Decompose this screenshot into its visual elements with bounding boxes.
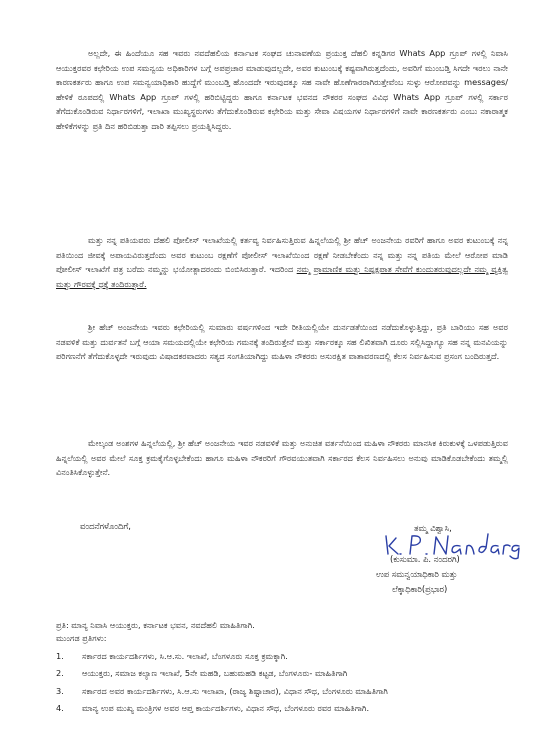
- paragraph-police-complaint: [56, 233, 508, 291]
- list-item: [56, 665, 526, 682]
- list-item-number: 3.: [56, 685, 64, 696]
- list-item: [56, 683, 526, 700]
- paragraph-police-complaint-text: ಮತ್ತು ನನ್ನ ಪತಿಯವರು ದೆಹಲಿ ಪೋಲೀಸ್ ಇಲಾಖೆಯಲ್ಲಿ ಕರ್ತವ್ಯ ನಿರ್ವಹಿಸುತ್ತಿರುವ ಹಿನ್ನಲೆಯಲ್ಲಿ ಶ್ರೀ ಹೆಚ್ ಅಂಜನೇಯ ರವರಿಗೆ ಹಾಗೂ ಅವರ ಕುಟುಂಬಕ್ಕೆ ನನ್ನ ಪತಿಯಿಂದ ಜೀವಕ್ಕೆ ಅಪಾಯವಿರುತ್ತದೆಂದು ಅವರ ಕುಟುಂಬ ರಕ್ಷಣೆಗೆ ಪೋಲೀಸ್ ಇಲಾಖೆಯಿಂದ ರಕ್ಷಣೆ ನೀಡಬೇಕೆಂದು ನನ್ನ ಮತ್ತು ನನ್ನ ಪತಿಯ ಮೇಲೆ ಆರೋಪ ಮಾಡಿ ಪೋಲೀಸ್ ಇಲಾಖೆಗೆ ಪತ್ರ ಬರೆದು ನಮ್ಮನ್ನು ಭಯೋತ್ಪಾದರಂದು ಬಿಂಬಿಸಿರುತ್ತಾರೆ. ಇದರಿಂದ: [56, 235, 508, 275]
- list-item-text: ಸರ್ಕಾರದ ಕಾರ್ಯದರ್ಶಿಗಳು, ಸಿ.ಆ.ಸು. ಇಲಾಖೆ, ಬೆಂಗಳೂರು ಸೂಕ್ತ ಕ್ರಮಕ್ಕಾಗಿ.: [82, 650, 288, 661]
- list-item-number: 1.: [56, 650, 64, 661]
- designation-line-1: ಉಪ ಸಮನ್ವಯಾಧಿಕಾರಿ ಮತ್ತು: [376, 569, 458, 579]
- closing-greeting: ವಂದನೆಗಳೊಂದಿಗೆ,: [80, 521, 131, 531]
- paragraph-whatsapp-allegations: ಅಲ್ಲದೇ, ಈ ಹಿಂದೆಯೂ ಸಹ ಇವರು ನವದೆಹಲಿಯ ಕರ್ನಾಟಕ ಸಂಘದ ಚುನಾವಣೆಯ ಪ್ರಯುಕ್ತ ದೆಹಲಿ ಕನ್ನಡಿಗರ Whats App ಗ್ರೂಪ್ ಗಳಲ್ಲಿ ನಿವಾಸಿ ಆಯುಕ್ತರವರ ಕಛೇರಿಯ ಉಪ ಸಮನ್ವಯ ಅಧಿಕಾರಿಗಳ ಬಗ್ಗೆ ಅಪಪ್ರಚಾರ ಮಾಡುವುದಲ್ಲದೇ, ಅವರ ಕುಟುಂಬಕ್ಕೆ ಕಷ್ಟವಾಗಿರುತ್ತದೆಂದು, ಅವರಿಗೆ ಮುಂಬಡ್ತಿ ಸಿಗದೇ ಇರಲು ನಾನೇ ಕಾರಣಕರ್ತರು ಹಾಗೂ ಉಪ ಸಮನ್ವಯಾಧಿಕಾರಿ ಹುದ್ದೆಗೆ ಮುಂಬಡ್ತಿ ಹೊಂದದೇ ಇರುವುದಕ್ಕೂ ಸಹ ನಾವೇ ಹೊಣೆಗಾರರಾಗಿರುತ್ತೇವೆಂಬ ಸುಳ್ಳು ಆರೋಪವನ್ನು messages/ಹೇಳಿಕೆ ರೂಪದಲ್ಲಿ Whats App ಗ್ರೂಪ್ ಗಳಲ್ಲಿ ಹರಿಬಿಟ್ಟಿದ್ದರು ಹಾಗೂ ಕರ್ನಾಟಕ ಭವನದ ನೌಕರರ ಸಂಘದ ವಿವಿಧ Whats App ಗ್ರೂಪ್ ಗಳಲ್ಲಿ ಸರ್ಕಾರ ತೆಗೆದುಕೊಂಡಿರುವ ನಿರ್ಧಾರಗಳಿಗೆ, ಇಲಾಖಾ ಮುಖ್ಯಸ್ಥರುಗಳು ತೆಗೆದುಕೊಂಡಿರುವ ಕಛೇರಿಯ ಮತ್ತು ಸೇವಾ ವಿಷಯಗಳ ನಿರ್ಧಾರಗಳಿಗೆ ನಾವೇ ಕಾರಣಕರ್ತರು ಎಂಬು ನಕಾರಾತ್ಮಕ ಹೇಳಿಕೆಗಳನ್ನು ಪ್ರತಿ ದಿನ ಹರಿಬಿಡುತ್ತಾ ದಾರಿ ತಪ್ಪಿಸಲು ಪ್ರಯತ್ನಿಸಿದ್ದರು.: [56, 48, 508, 131]
- list-item: [56, 700, 526, 717]
- yours-faithfully: ತಮ್ಮ ವಿಶ್ವಾಸಿ,: [414, 523, 452, 533]
- handwritten-signature: [382, 530, 522, 560]
- paragraph-request-action: ಮೇಲ್ಕಂಡ ಅಂಶಗಳ ಹಿನ್ನಲೆಯಲ್ಲಿ, ಶ್ರೀ ಹೆಚ್ ಅಂಜನೇಯ ಇವರ ನಡವಳಿಕೆ ಮತ್ತು ಅನುಚಿತ ವರ್ತನೆಯಿಂದ ಮಹಿಳಾ ನೌಕರರು ಮಾನಸಿಕ ಕಿರುಕುಳಕ್ಕೆ ಒಳಪಡುತ್ತಿರುವ ಹಿನ್ನಲೆಯಲ್ಲಿ ಅವರ ಮೇಲೆ ಸೂಕ್ತ ಕ್ರಮಕೈಗೊಳ್ಳಬೇಕೆಂದು ಹಾಗೂ ಮಹಿಳಾ ನೌಕರರಿಗೆ ಗೌರವಯುತವಾಗಿ ಸರ್ಕಾರದ ಕೆಲಸ ನಿರ್ವಹಿಸಲು ಅನುವು ಮಾಡಿಕೊಡಬೇಕೆಂದು ತಮ್ಮಲ್ಲಿ ವಿನಂತಿಸಿಕೊಳ್ಳುತ್ತೇನೆ.: [56, 438, 508, 478]
- list-item-text: ಸರ್ಕಾರದ ಅವರ ಕಾರ್ಯದರ್ಶಿಗಳು, ಸಿ.ಆ.ಸು ಇಲಾಖಾ, (ರಾಜ್ಯ ಶಿಷ್ಟಾಚಾರ), ವಿಧಾನ ಸೌಧ, ಬೆಂಗಳೂರು ಮಾಹಿತಿಗಾಗಿ: [82, 685, 388, 696]
- list-item-number: 4.: [56, 703, 64, 714]
- paragraph-misconduct-history: ಶ್ರೀ ಹೆಚ್ ಅಂಜನೇಯ ಇವರು ಕಛೇರಿಯಲ್ಲಿ ಸುಮಾರು ವರ್ಷಗಳಿಂದ ಇದೇ ರೀತಿಯಲ್ಲಿಯೇ ದುರ್ನಡತೆಯಿಂದ ನಡೆದುಕೊಳ್ಳುತ್ತಿದ್ದು, ಪ್ರತಿ ಬಾರಿಯು ಸಹ ಅವರ ನಡವಳಿಕೆ ಮತ್ತು ದುರ್ವತನೆ ಬಗ್ಗೆ ಆಯಾ ಸಮಯದಲ್ಲಿಯೇ ಕಛೇರಿಯ ಗಮನಕ್ಕೆ ತಂದಿರುತ್ತೇನೆ ಮತ್ತು ಸರ್ಕಾರಕ್ಕೂ ಸಹ ಲಿಖಿತವಾಗಿ ದೂರು ಸಲ್ಲಿಸಿದ್ದಾಗ್ಯೂ ಸಹ ನನ್ನ ಮನವಿಯನ್ನು ಪರಿಗಣನೆಗೆ ತೆಗೆದುಕೊಳ್ಳದೇ ಇರುವುದು ವಿಷಾದಕರವಾದರು ಸತ್ಯದ ಸಂಗತಿಯಾಗಿದ್ದು ಮಹಿಳಾ ನೌಕರರು ಅಸುರಕ್ಷಿತ ವಾತಾವರಣದಲ್ಲಿ ಕೆಲಸ ನಿರ್ವಹಿಸುವ ಪ್ರಸಂಗ ಬಂದಿರುತ್ತದೆ.: [56, 322, 508, 362]
- advance-copies-heading: ಮುಂಗಡ ಪ್ರತಿಗಳು:: [56, 633, 107, 644]
- copy-to: ಪ್ರತಿ: ಮಾನ್ಯ ನಿವಾಸಿ ಆಯುಕ್ತರು, ಕರ್ನಾಟಕ ಭವನ, ನವದೆಹಲಿ ಮಾಹಿತಿಗಾಗಿ.: [56, 620, 255, 630]
- signatory-name: (ಕುಸುಮಾ. ಪಿ. ನಂದರಗಿ): [390, 554, 460, 564]
- list-item-text: ಮಾನ್ಯ ಉಪ ಮುಖ್ಯ ಮಂತ್ರಿಗಳ ಅವರ ಆಪ್ತ ಕಾರ್ಯದರ್ಶಿಗಳು, ವಿಧಾನ ಸೌಧ, ಬೆಂಗಳೂರು ರವರ ಮಾಹಿತಿಗಾಗಿ.: [82, 703, 370, 714]
- list-item-text: ಆಯುಕ್ತರು, ಸಮಾಜ ಕಲ್ಯಾಣ ಇಲಾಖೆ, 5ನೇ ಮಹಡಿ, ಬಹುಮಹಡಿ ಕಟ್ಟಡ, ಬೆಂಗಳೂರು- ಮಾಹಿತಿಗಾಗಿ: [82, 668, 348, 679]
- list-item-number: 2.: [56, 668, 64, 679]
- paragraph-police-complaint-underlined: ನಮ್ಮ ಪ್ರಾಮಾಣಿಕ ಮತ್ತು ನಿಷ್ಪಕ್ಷಪಾತ ಸೇವೆಗೆ ಕುಂದುತರುವುದಲ್ಲದೇ ನಮ್ಮ ವ್ಯಕ್ತಿತ್ವ ಮತ್ತು ಗೌರವಕ್ಕೆ ಧಕ್ಕೆ ತಂದಿರುತ್ತಾರೆ.: [56, 264, 509, 289]
- list-item: [56, 648, 526, 665]
- designation-line-2: ಲೆಕ್ಕಾಧಿಕಾರಿ(ಪ್ರಭಾರ): [392, 584, 448, 594]
- copies-section: [56, 617, 526, 717]
